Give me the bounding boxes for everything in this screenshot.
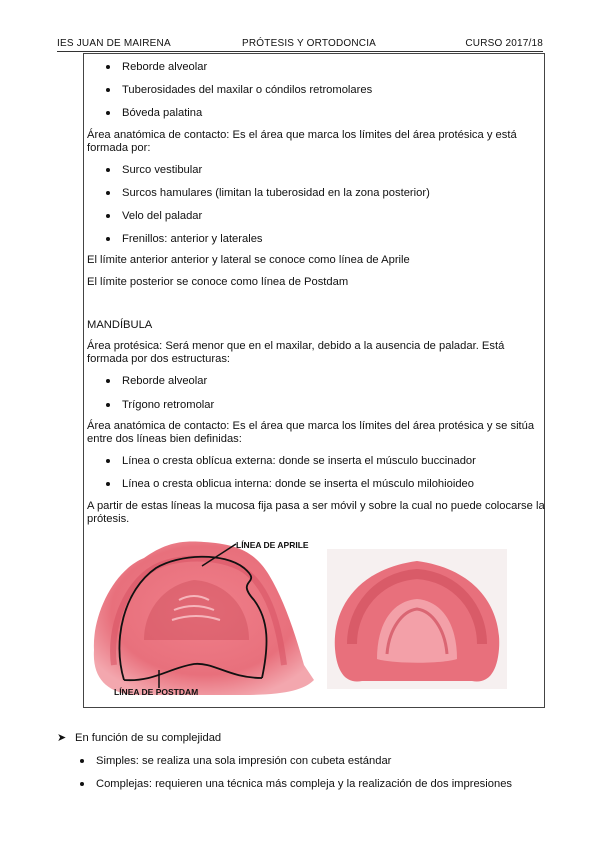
page-header <box>57 38 543 52</box>
bullet-dot <box>106 403 110 407</box>
bullet-dot <box>80 782 84 786</box>
paragraph: entre dos líneas bien definidas: <box>87 433 242 445</box>
bullet-dot <box>106 459 110 463</box>
list-item: Reborde alveolar <box>122 61 208 73</box>
paragraph: Área anatómica de contacto: Es el área que marca los límites del área protésica y se sitúa <box>87 420 535 432</box>
list-item: Simples: se realiza una sola impresión con cubeta estándar <box>96 755 392 767</box>
bullet-dot <box>106 237 110 241</box>
bullet-dot <box>106 214 110 218</box>
list-item: Trígono retromolar <box>122 399 215 411</box>
list-item: Complejas: requieren una técnica más compleja y la realización de dos impresiones <box>96 778 513 790</box>
arrow-bullet-icon: ➤ <box>57 732 67 744</box>
list-item: Bóveda palatina <box>122 107 203 119</box>
section-heading: En función de su complejidad <box>75 732 222 744</box>
postdam-label: LÍNEA DE POSTDAM <box>114 687 199 697</box>
bullet-dot <box>106 168 110 172</box>
header-rule <box>57 51 543 52</box>
bullet-dot <box>106 379 110 383</box>
paragraph: formada por dos estructuras: <box>87 353 231 365</box>
list-item: Reborde alveolar <box>122 375 208 387</box>
maxilla-cast-figure <box>84 530 324 702</box>
mandible-cast-figure <box>327 549 507 689</box>
list-item: Frenillos: anterior y laterales <box>122 233 263 245</box>
list-item: Tuberosidades del maxilar o cóndilos retromolares <box>122 84 373 96</box>
paragraph: Área protésica: Será menor que en el maxilar, debido a la ausencia de paladar. Está <box>87 340 505 352</box>
header-subject: PRÓTESIS Y ORTODONCIA <box>242 38 377 49</box>
bullet-dot <box>106 111 110 115</box>
list-item: Línea o cresta oblícua externa: donde se inserta el músculo buccinador <box>122 455 476 467</box>
paragraph: formada por: <box>87 142 151 154</box>
bullet-dot <box>106 88 110 92</box>
paragraph: El límite posterior se conoce como línea de Postdam <box>87 276 349 288</box>
bullet-dot <box>106 65 110 69</box>
list-item: Línea o cresta oblicua interna: donde se inserta el músculo milohioideo <box>122 478 474 490</box>
bullet-dot <box>106 191 110 195</box>
bullet-dot <box>80 759 84 763</box>
paragraph: El límite anterior anterior y lateral se conoce como línea de Aprile <box>87 254 410 266</box>
aprile-label: LÍNEA DE APRILE <box>236 540 309 550</box>
content-box <box>83 53 545 708</box>
section-title: MANDÍBULA <box>87 319 153 331</box>
header-school: IES JUAN DE MAIRENA <box>57 38 171 49</box>
header-course: CURSO 2017/18 <box>465 38 543 49</box>
paragraph: Área anatómica de contacto: Es el área que marca los límites del área protésica y está <box>87 129 517 141</box>
list-item: Surco vestibular <box>122 164 203 176</box>
paragraph: prótesis. <box>87 513 130 525</box>
list-item: Surcos hamulares (limitan la tuberosidad en la zona posterior) <box>122 187 430 199</box>
bullet-dot <box>106 482 110 486</box>
list-item: Velo del paladar <box>122 210 203 222</box>
paragraph: A partir de estas líneas la mucosa fija pasa a ser móvil y sobre la cual no puede colocarse la <box>87 500 545 512</box>
